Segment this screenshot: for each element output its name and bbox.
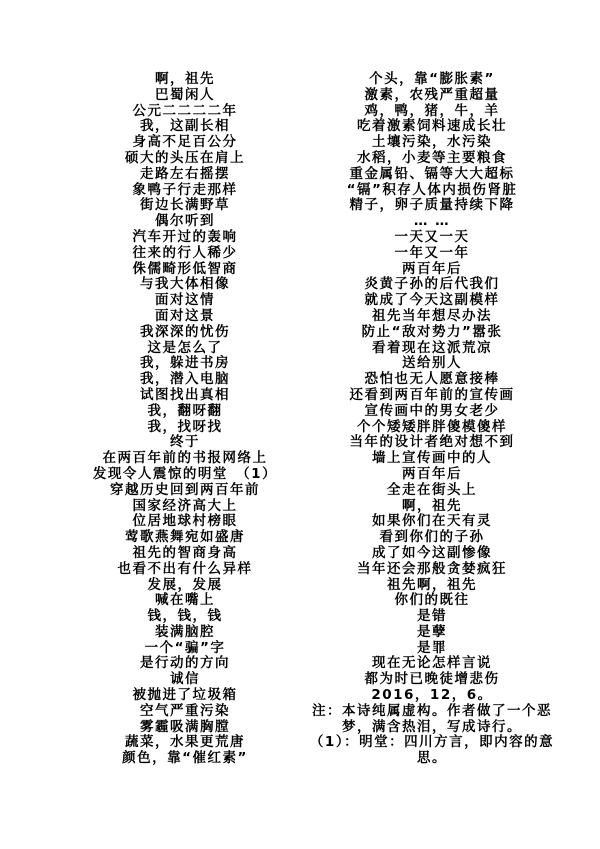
poem-line: 莺歌燕舞宛如盛唐: [125, 529, 245, 546]
poem-line: 两百年后: [402, 260, 462, 277]
poem-line: 一年又一年: [394, 244, 470, 261]
poem-line: 重金属铅、镉等大大超标: [349, 165, 515, 182]
poem-line: 一个“骗”字: [144, 639, 226, 656]
poem-line: 位居地球村榜眼: [132, 513, 238, 530]
poem-line: 这是怎么了: [147, 339, 223, 356]
poem-line: 象鸭子行走那样: [132, 181, 238, 198]
poem-line: 我，潜入电脑: [140, 371, 230, 388]
poem-line: 空气严重污染: [140, 702, 230, 719]
poem-line: 我，翻呀翻: [147, 402, 223, 419]
poem-line: 诚信: [170, 671, 200, 688]
poem-line: 现在无论怎样言说: [372, 655, 492, 672]
poem-line: 鸡，鸭，猪，牛，羊: [364, 102, 500, 119]
poem-line: 激素，农残严重超量: [364, 86, 500, 103]
poem-line: 侏儒畸形低智商: [132, 260, 238, 277]
poem-line: 汽车开过的轰响: [132, 228, 238, 245]
poem-line: 当年的设计者绝对想不到: [349, 434, 515, 451]
poem-line: 看着现在这派荒凉: [372, 339, 492, 356]
poem-line: “镉”积存人体内损伤肾脏: [346, 181, 518, 198]
poem-line: 装满脑腔: [155, 623, 215, 640]
poem-line: 也看不出有什么异样: [117, 560, 253, 577]
poem-line: 水稻，小麦等主要粮食: [357, 149, 507, 166]
poem-line: 是行动的方向: [140, 655, 230, 672]
poem-line: 精子，卵子质量持续下降: [349, 197, 515, 214]
poem-line: 是罪: [417, 639, 447, 656]
poem-line: 你们的既往: [394, 592, 470, 609]
poem-line: 啊，祖先: [402, 497, 462, 514]
poem-line: 祖先当年想尽办法: [372, 307, 492, 324]
poem-line: 我深深的忧伤: [140, 323, 230, 340]
poem-line: 就成了今天这副模样: [364, 292, 500, 309]
poem-line: 与我大体相像: [140, 276, 230, 293]
poem-line: 土壤污染，水污染: [372, 134, 492, 151]
poem-line: 还看到两百年前的宣传画: [349, 386, 515, 403]
poem-line: 吃着激素饲料速成长壮: [357, 118, 507, 135]
poem-line: 试图找出真相: [140, 386, 230, 403]
poem-line: 祖先啊，祖先: [387, 576, 477, 593]
poem-line: 都为时已晚徒增悲伤: [364, 671, 500, 688]
poem-line: 个头，靠“膨胀素”: [369, 71, 495, 87]
poem-line: 我，躲进书房: [140, 355, 230, 372]
poem-line: 面对这情: [155, 292, 215, 309]
poem-line: 硕大的头压在肩上: [125, 149, 245, 166]
poem-line: 一天又一天: [394, 228, 470, 245]
poem-line: 啊，祖先: [155, 71, 215, 87]
poem-column-left: [30, 72, 340, 767]
poem-line: 偶尔听到: [155, 213, 215, 230]
poem-line: 两百年后: [402, 465, 462, 482]
notes: [298, 704, 566, 767]
poem-line: 往来的行人稀少: [132, 244, 238, 261]
poem-line: 走路左右摇摆: [140, 165, 230, 182]
poem-line: 全走在街头上: [387, 481, 477, 498]
poem-line: 穿越历史回到两百年前: [110, 481, 260, 498]
poem-line: 发展，发展: [147, 576, 223, 593]
poem-line: 身高不足百公分: [132, 134, 238, 151]
poem-line: 雾霾吸满胸膛: [140, 718, 230, 735]
poem-line: 个个矮矮胖胖傻模傻样: [357, 418, 507, 435]
note-line: （1）：明堂：四川方言，即内容的意: [309, 734, 555, 751]
poem-line: 如果你们在天有灵: [372, 513, 492, 530]
poem-line: 墙上宣传画中的人: [372, 450, 492, 467]
poem-line: 蔬菜，水果更荒唐: [125, 734, 245, 751]
poem-line: 成了如今这副惨像: [372, 544, 492, 561]
date-line: 2016，12，6。: [371, 687, 493, 704]
poem-line: 我，找呀找: [147, 418, 223, 435]
poem-line: 颜色，靠“催红素”: [122, 750, 248, 767]
poem-line: 当年还会那般贪婪疯狂: [357, 560, 507, 577]
poem-line: 公元二二二二年: [132, 102, 238, 119]
poem-line: 恐怕也无人愿意接棒: [364, 371, 500, 388]
note-line: 注：本诗纯属虚构。作者做了一个恶: [312, 702, 552, 719]
poem-line: 送给别人: [402, 355, 462, 372]
poem-line: 街边长满野草: [140, 197, 230, 214]
poem-line: … …: [413, 213, 451, 230]
poem-line: 看到你们的子孙: [379, 529, 485, 546]
poem-line: 喊在嘴上: [155, 592, 215, 609]
poem-line: 是孽: [417, 623, 447, 640]
poem-line: 钱，钱，钱: [147, 608, 223, 625]
poem-line: 终于: [170, 434, 200, 451]
poem-line: 在两百年前的书报网络上: [102, 450, 268, 467]
poem-line: 防止“敌对势力”嚣张: [361, 323, 503, 340]
poem-line: 面对这景: [155, 307, 215, 324]
note-line: 梦，满含热泪，写成诗行。: [342, 718, 522, 735]
poem-line: 宣传画中的男女老少: [364, 402, 500, 419]
poem-line: 被抛进了垃圾箱: [132, 687, 238, 704]
poem-line: 炎黄子孙的后代我们: [364, 276, 500, 293]
poem-line: 发现令人震惊的明堂 （1）: [92, 465, 278, 482]
poem-line: 是错: [417, 608, 447, 625]
poem-column-right-lines: [298, 72, 566, 688]
poem-line: 我，这副长相: [140, 118, 230, 135]
poem-line: 国家经济高大上: [132, 497, 238, 514]
note-line: 思。: [417, 750, 447, 767]
poem-column-right: [298, 72, 566, 767]
poem-line: 祖先的智商身高: [132, 544, 238, 561]
poem-line: 巴蜀闲人: [155, 86, 215, 103]
